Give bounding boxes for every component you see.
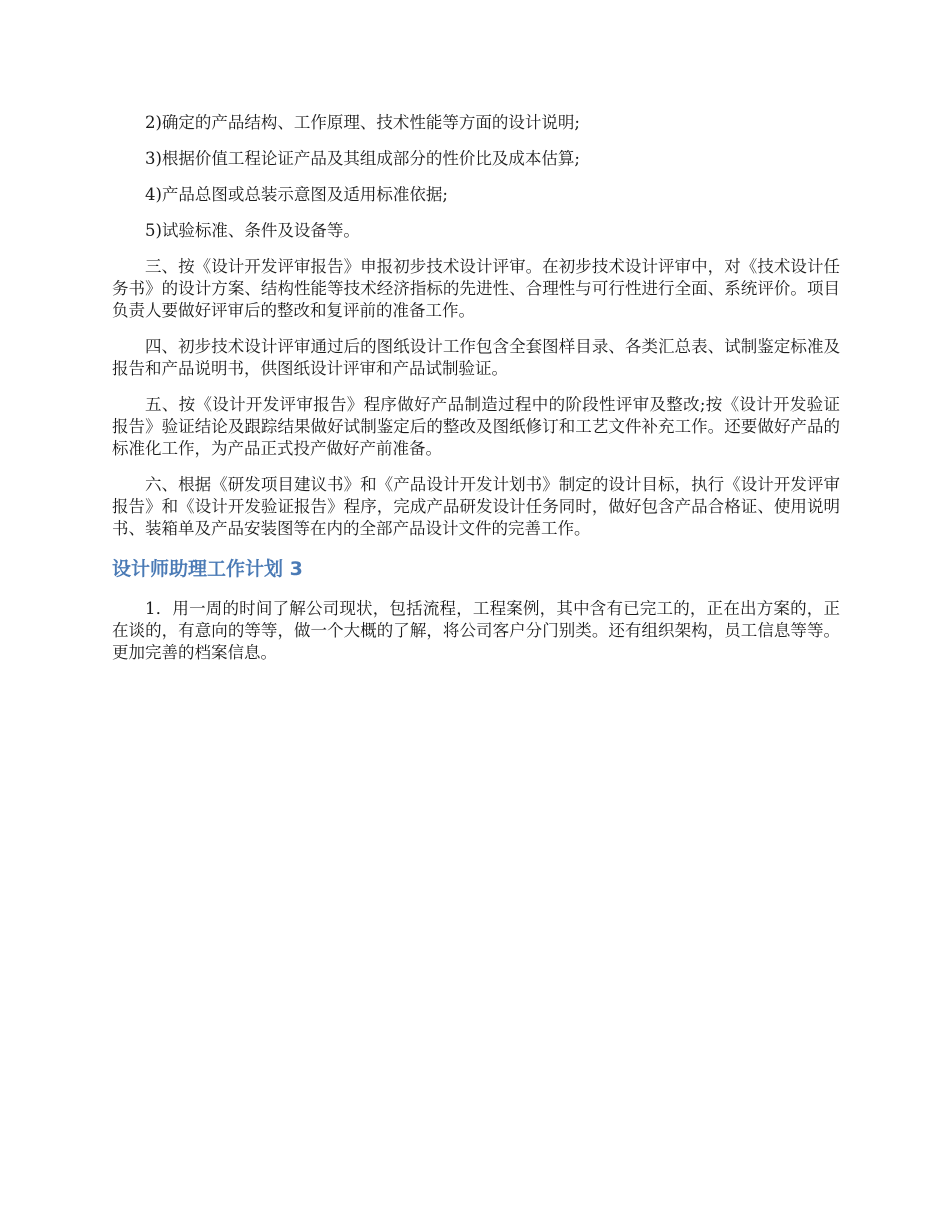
- list-item: 3)根据价值工程论证产品及其组成部分的性价比及成本估算;: [145, 149, 580, 168]
- section-paragraph: 1．用一周的时间了解公司现状，包括流程，工程案例，其中含有已完工的，正在出方案的，正在谈的，有意向的等等，做一个大概的了解，将公司客户分门别类。还有组织架构，员工信息等等。更加完善的档案信息。: [112, 599, 840, 662]
- list-item: 2)确定的产品结构、工作原理、技术性能等方面的设计说明;: [145, 113, 580, 132]
- paragraph-five: 五、按《设计开发评审报告》程序做好产品制造过程中的阶段性评审及整改;按《设计开发验证报告》验证结论及跟踪结果做好试制鉴定后的整改及图纸修订和工艺文件补充工作。还要做好产品的标准化工作，为产品正式投产做好产前准备。: [112, 395, 840, 458]
- paragraph-three: 三、按《设计开发评审报告》申报初步技术设计评审。在初步技术设计评审中，对《技术设计任务书》的设计方案、结构性能等技术经济指标的先进性、合理性与可行性进行全面、系统评价。项目负责人要做好评审后的整改和复评前的准备工作。: [112, 257, 840, 320]
- paragraph-six: 六、根据《研发项目建议书》和《产品设计开发计划书》制定的设计目标，执行《设计开发评审报告》和《设计开发验证报告》程序，完成产品研发设计任务同时，做好包含产品合格证、使用说明书、装箱单及产品安装图等在内的全部产品设计文件的完善工作。: [112, 475, 840, 538]
- section-heading: 设计师助理工作计划 3: [112, 558, 303, 580]
- document-page: [112, 112, 840, 678]
- list-item: 4)产品总图或总装示意图及适用标准依据;: [145, 185, 448, 204]
- list-item: 5)试验标准、条件及设备等。: [145, 221, 360, 240]
- paragraph-four: 四、初步技术设计评审通过后的图纸设计工作包含全套图样目录、各类汇总表、试制鉴定标准及报告和产品说明书，供图纸设计评审和产品试制验证。: [112, 337, 840, 378]
